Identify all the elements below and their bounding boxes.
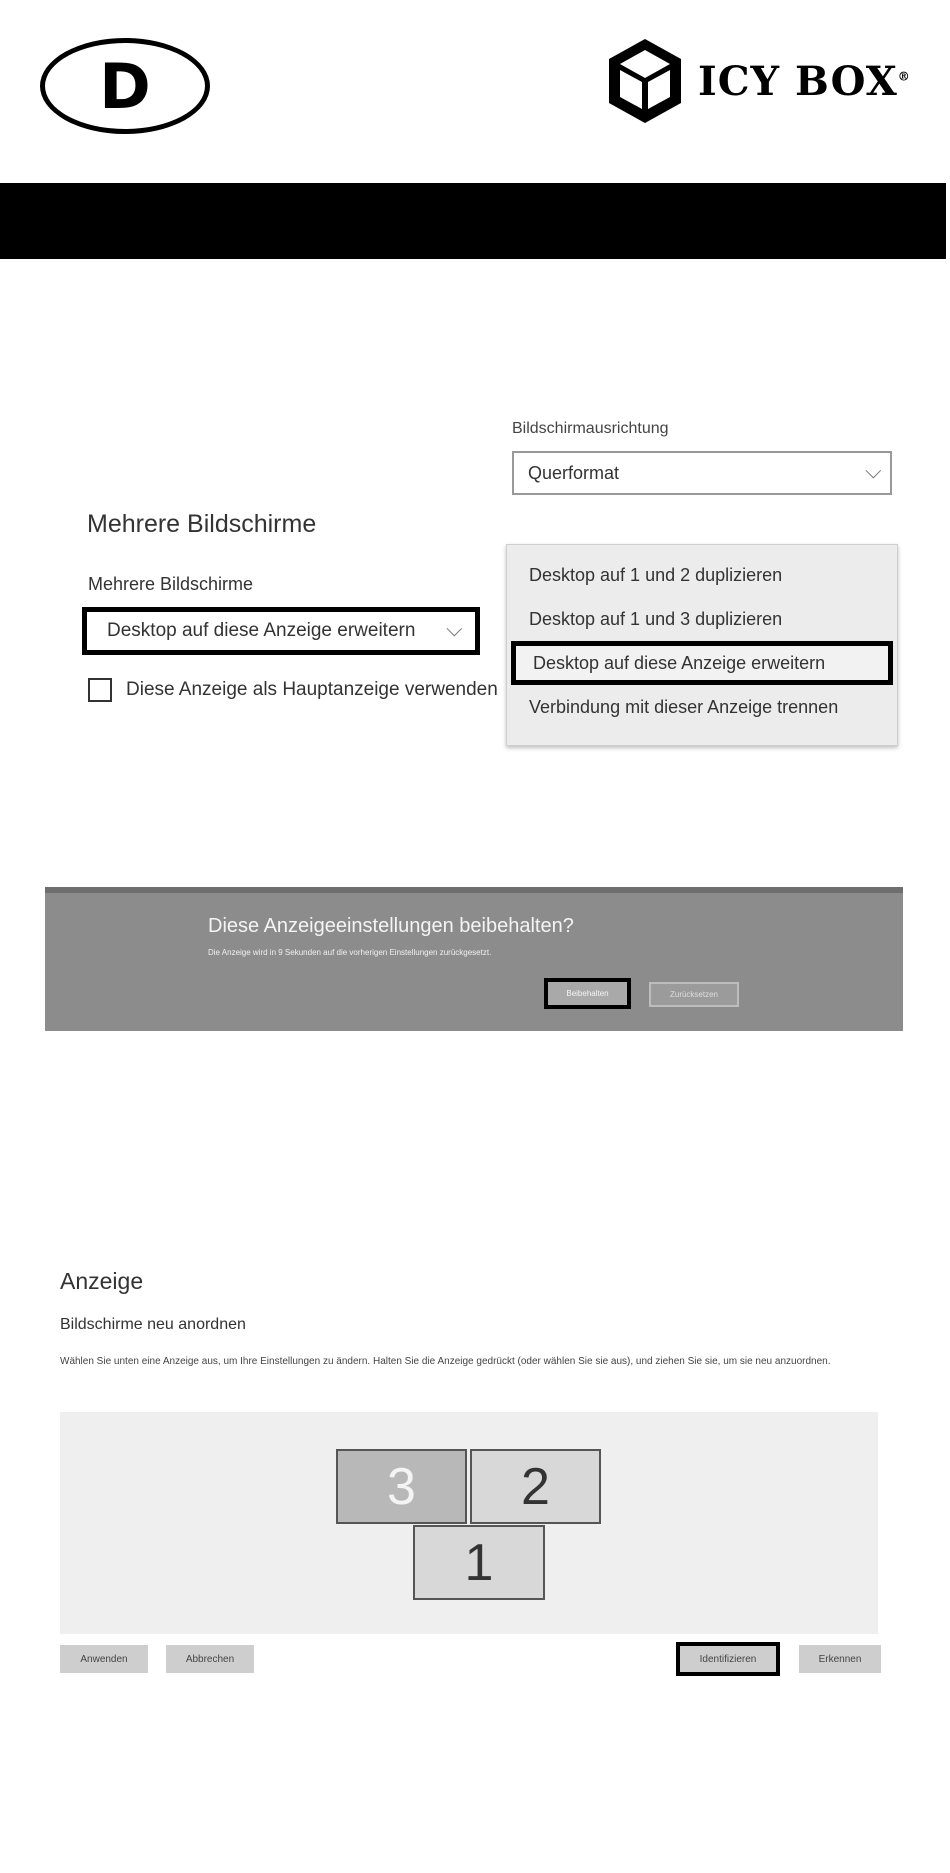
monitor-2[interactable]: 2 — [470, 1449, 601, 1524]
language-badge — [40, 38, 210, 134]
cancel-button[interactable]: Abbrechen — [166, 1645, 254, 1673]
dialog-title: Diese Anzeigeeinstellungen beibehalten? — [208, 915, 574, 937]
registered-mark: ® — [897, 69, 911, 84]
revert-button[interactable]: Zurücksetzen — [649, 982, 739, 1007]
monitor-3[interactable]: 3 — [336, 1449, 467, 1524]
language-badge-letter: D — [99, 49, 151, 123]
main-display-checkbox[interactable] — [88, 678, 112, 702]
rearrange-displays-heading: Bildschirme neu anordnen — [60, 1316, 246, 1333]
rearrange-description: Wählen Sie unten eine Anzeige aus, um Ihre Einstellungen zu ändern. Halten Sie die Anzeige gedrückt (oder wählen Sie sie aus), und ziehen Sie sie, um sie neu anzuordnen. — [60, 1356, 831, 1367]
dropdown-value: Desktop auf diese Anzeige erweitern — [107, 620, 416, 641]
orientation-label: Bildschirmausrichtung — [512, 420, 669, 437]
multiple-displays-label: Mehrere Bildschirme — [88, 574, 254, 594]
menu-item-duplicate-1-3[interactable]: Desktop auf 1 und 3 duplizieren — [529, 608, 783, 629]
header-bar — [0, 183, 946, 259]
menu-item-disconnect-display[interactable]: Verbindung mit dieser Anzeige trennen — [529, 696, 839, 717]
brand-name: ICY BOX® — [698, 57, 911, 105]
identify-button[interactable]: Identifizieren — [676, 1642, 780, 1676]
monitor-1[interactable]: 1 — [413, 1525, 545, 1600]
dialog-countdown-text: Die Anzeige wird in 9 Sekunden auf die vorherigen Einstellungen zurückgesetzt. — [208, 948, 492, 957]
orientation-value: Querformat — [528, 462, 620, 483]
keep-settings-dialog — [45, 887, 903, 1031]
chevron-down-icon — [866, 462, 882, 478]
keep-changes-button[interactable]: Beibehalten — [544, 978, 631, 1009]
multiple-displays-heading: Mehrere Bildschirme — [87, 510, 317, 538]
display-mode-dropdown-menu — [506, 544, 898, 746]
orientation-dropdown[interactable] — [512, 451, 892, 495]
detect-button[interactable]: Erkennen — [799, 1645, 881, 1673]
display-heading: Anzeige — [60, 1268, 144, 1294]
multiple-displays-dropdown[interactable] — [82, 607, 480, 655]
main-display-checkbox-label: Diese Anzeige als Hauptanzeige verwenden — [126, 679, 498, 700]
main-display-checkbox-row[interactable] — [88, 678, 498, 702]
dialog-top-border — [45, 887, 903, 893]
menu-item-extend-desktop[interactable]: Desktop auf diese Anzeige erweitern — [511, 641, 893, 685]
brand-logo — [606, 36, 911, 126]
apply-button[interactable]: Anwenden — [60, 1645, 148, 1673]
display-arrangement-area — [60, 1412, 878, 1634]
menu-item-duplicate-1-2[interactable]: Desktop auf 1 und 2 duplizieren — [529, 564, 783, 585]
chevron-down-icon — [447, 620, 463, 636]
cube-logo-icon — [606, 36, 684, 126]
